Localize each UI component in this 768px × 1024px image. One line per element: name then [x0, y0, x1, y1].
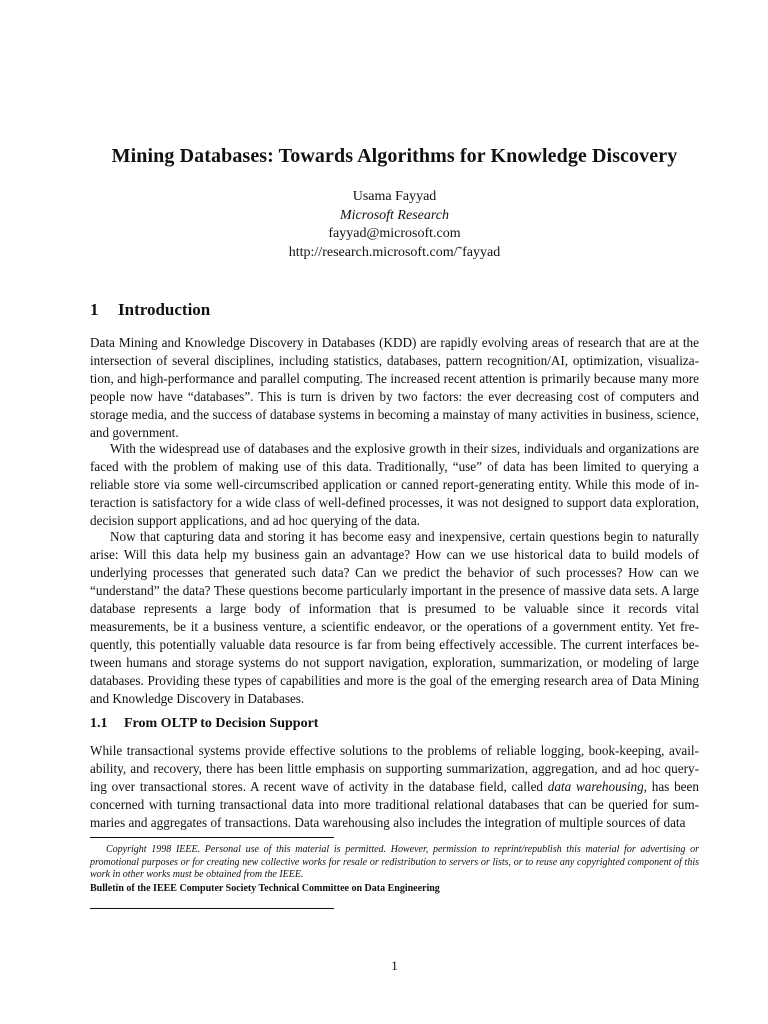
footnote-copyright: Copyright 1998 IEEE. Personal use of this material is permitted. However, permission to reprint/republish this material for advertising or promotional purposes or for creating new collective works for resale or redistribution to servers or lists, or to reuse any copyrighted component of this work in other works must be obtained from the IEEE. [90, 844, 699, 881]
oltp-text-before: While transactional systems provide effective solutions to the problems of reliable logging, book-keeping, availability, and recovery, there has been little emphasis on supporting summarization, aggregation, and ad hoc querying over transactional stores. A recent wave of activity in the database field, called [90, 743, 699, 794]
intro-paragraph-2: With the widespread use of databases and the explosive growth in their sizes, individuals and organizations are faced with the problem of making use of this data. Traditionally, “use” of data has been limited to querying a reliable store via some well-circumscribed application or canned report-generating entity. While this mode of interaction is satisfactory for a wide class of well-defined processes, it was not designed to support data exploration, decision support applications, and ad hoc querying of the data. [90, 441, 699, 528]
section-heading-introduction [90, 300, 210, 320]
author-email: fayyad@microsoft.com [328, 226, 461, 241]
author-affiliation: Microsoft Research [340, 207, 449, 223]
subsection-title: From OLTP to Decision Support [124, 716, 319, 731]
author-name: Usama Fayyad [352, 189, 437, 204]
oltp-text-after: , has been concerned with turning transactional data into more traditional relational databases that can be queried for summaries and aggregates of transactions. Data warehousing also includes the integration of multiple sources of data [90, 779, 699, 830]
oltp-paragraph [90, 742, 699, 832]
oltp-text-emphasis: data warehousing [547, 779, 644, 794]
page-number: 1 [391, 958, 398, 973]
paper-title: Mining Databases: Towards Algorithms for Knowledge Discovery [111, 145, 678, 167]
intro-paragraph-3: Now that capturing data and storing it has become easy and inexpensive, certain questions begin to naturally arise: Will this data help my business gain an advantage? How can we use historical data to build models of underlying processes that generated such data? Can we predict the behavior of such processes? How can we “understand” the data? These questions become particularly important in the presence of massive data sets. A large database represents a large body of information that is presumed to be valuable since it records vital measurements, be it a business venture, a scientific endeavor, or the operations of a government entity. Yet frequently, this potentially valuable data resource is far from being effectively accessible. The current interfaces between humans and storage systems do not support navigation, exploration, summarization, or modeling of large databases. Providing these types of capabilities and more is the goal of the emerging research area of Data Mining and Knowledge Discovery in Databases. [90, 529, 699, 706]
section-title: Introduction [118, 300, 211, 319]
footnote-rule-top [90, 837, 334, 838]
footnote [90, 844, 699, 895]
subsection-number: 1.1 [90, 716, 108, 731]
footnote-bulletin: Bulletin of the IEEE Computer Society Technical Committee on Data Engineering [90, 882, 440, 894]
section-number: 1 [90, 300, 99, 319]
footnote-rule-bottom [90, 908, 334, 909]
intro-paragraph-1: Data Mining and Knowledge Discovery in Databases (KDD) are rapidly evolving areas of research that are at the intersection of several disciplines, including statistics, databases, pattern recognition/AI, optimization, visualization, and high-performance and parallel computing. The increased recent attention is primarily because many more people now have “databases”. This is turn is driven by two factors: the ever decreasing cost of computers and storage media, and the success of database systems in becoming a mainstay of many activities in business, science, and government. [90, 335, 699, 440]
author-url: http://research.microsoft.com/˜fayyad [288, 244, 501, 260]
author-block [90, 188, 699, 262]
subsection-heading-oltp [90, 716, 318, 732]
